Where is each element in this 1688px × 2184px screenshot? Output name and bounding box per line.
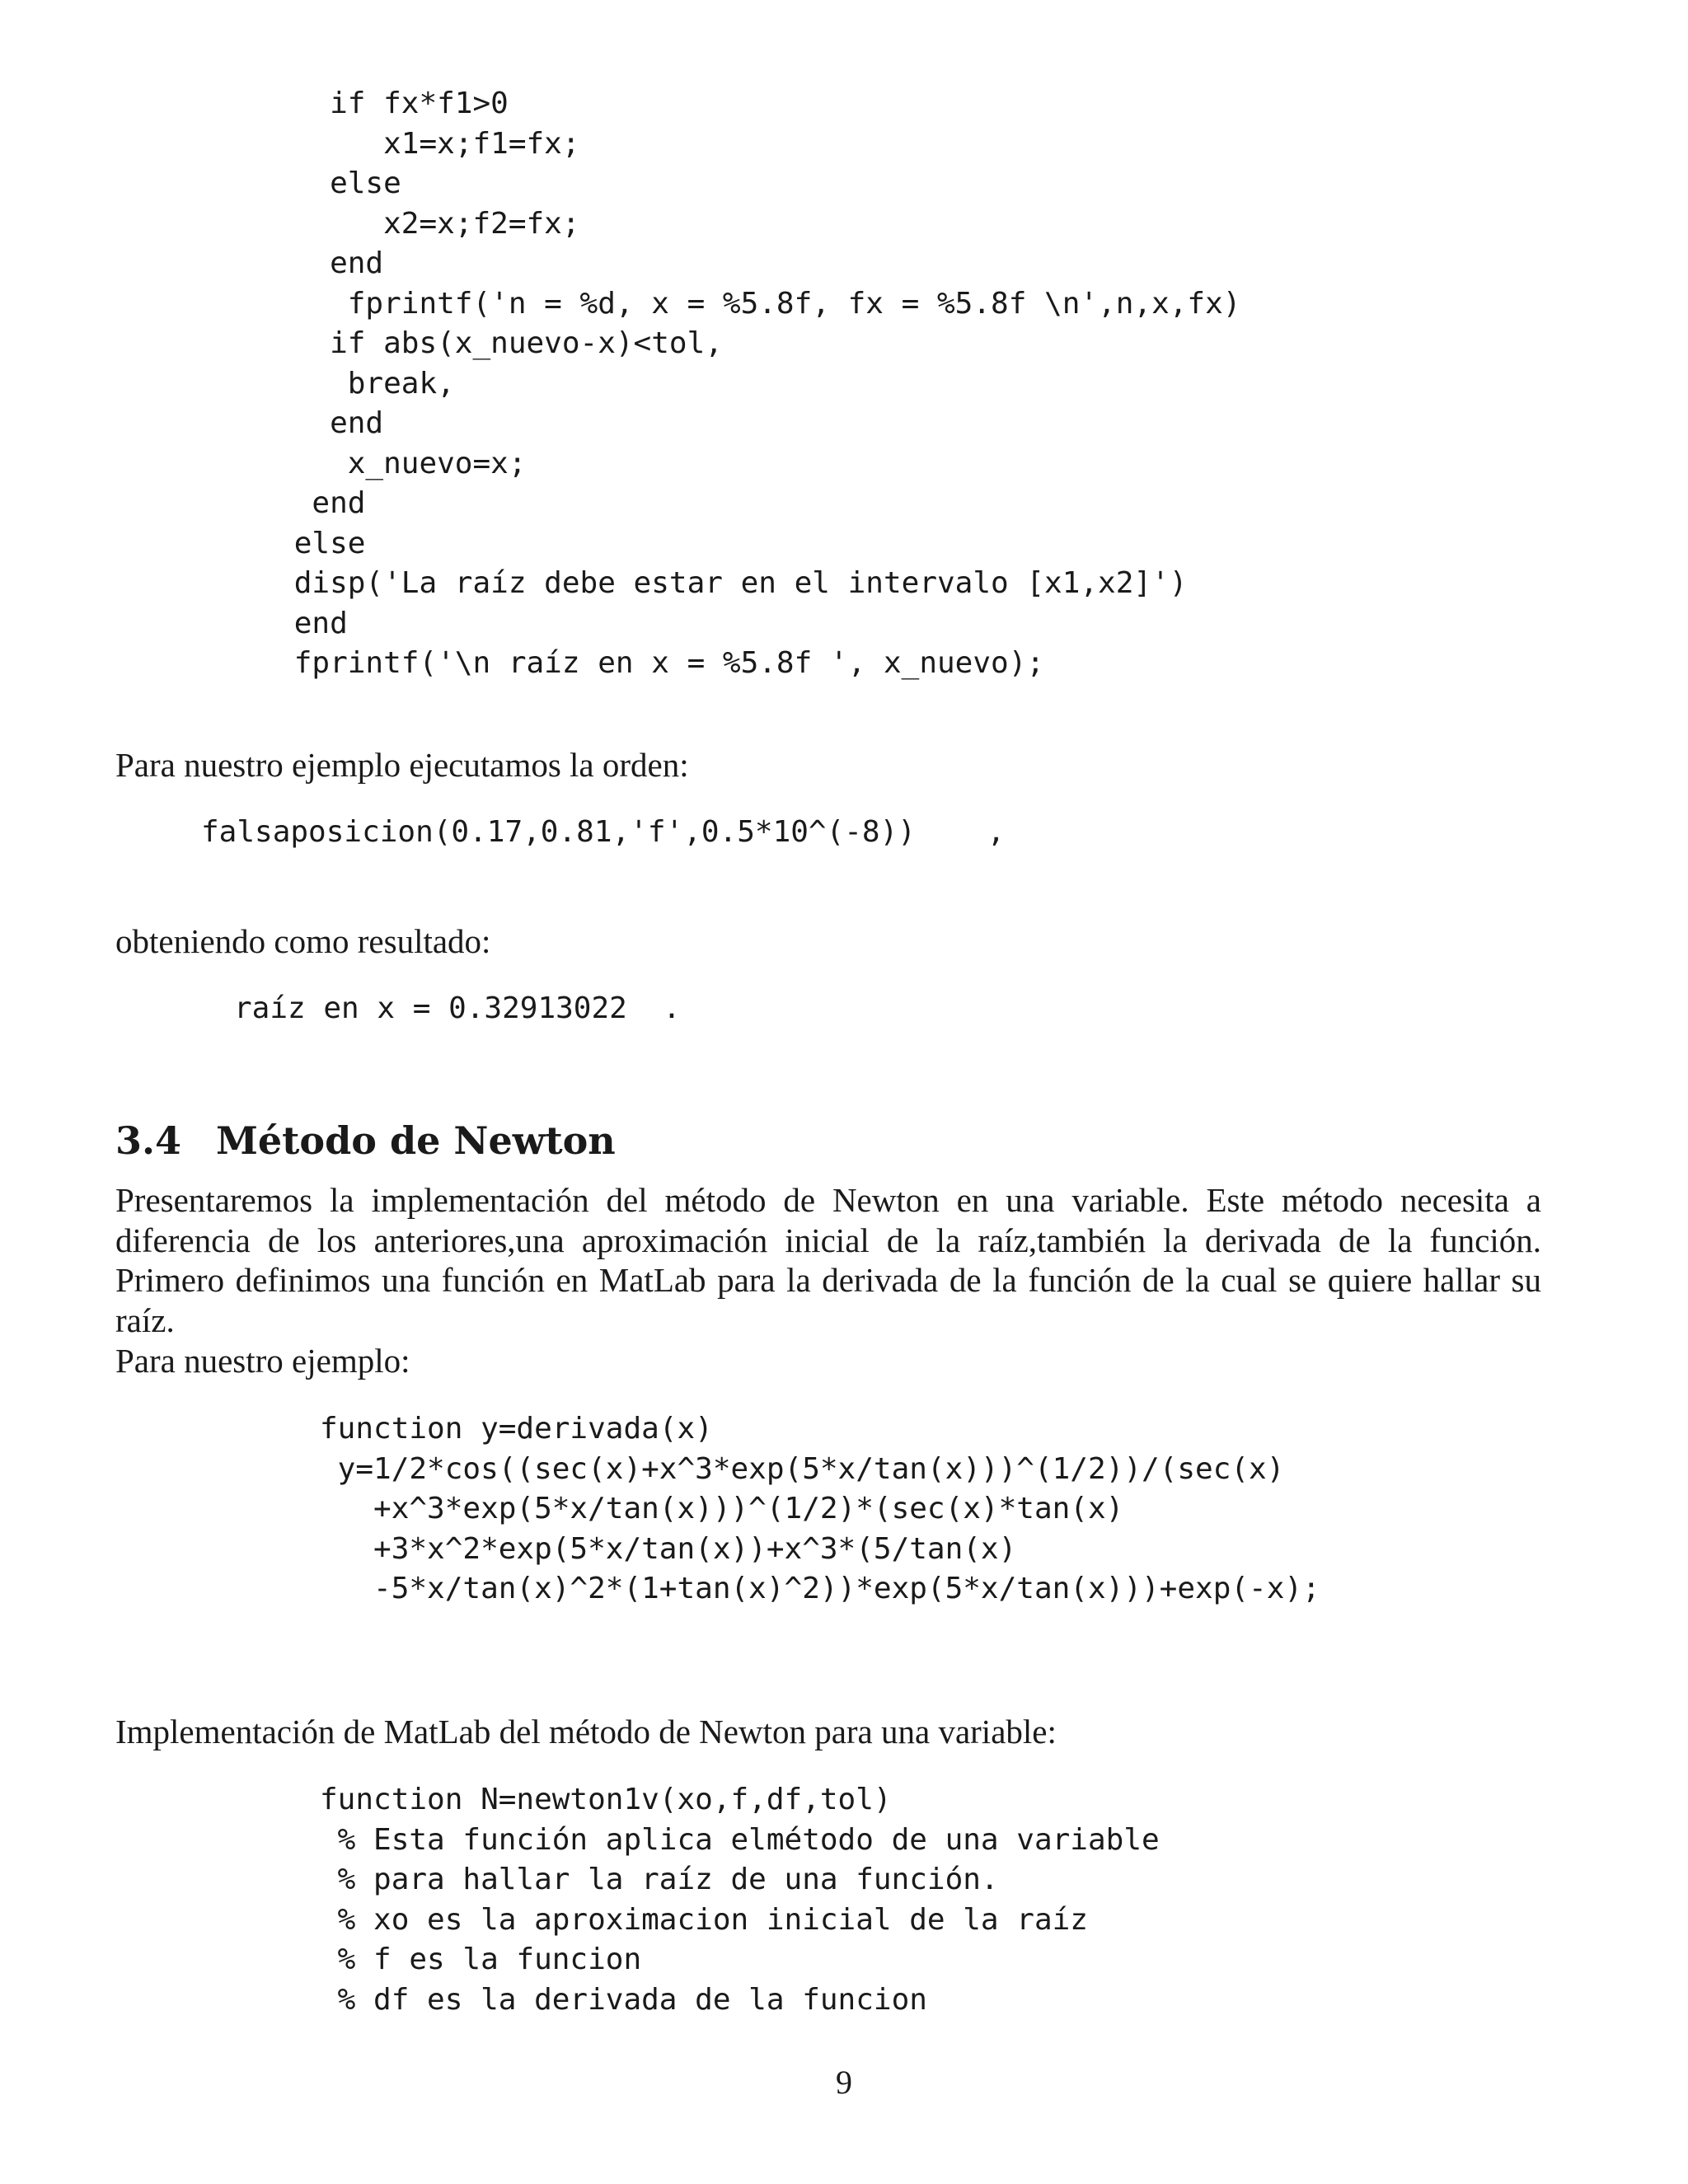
code-line: % df es la derivada de la funcion <box>320 1982 927 2017</box>
code-line: % Esta función aplica elmétodo de una variable <box>320 1822 1160 1857</box>
code-line: % f es la funcion <box>320 1943 642 1976</box>
code-line: -5*x/tan(x)^2*(1+tan(x)^2))*exp(5*x/tan(x)))+exp(-x); <box>320 1572 1320 1605</box>
code-line: +3*x^2*exp(5*x/tan(x))+x^3*(5/tan(x) <box>320 1531 1017 1566</box>
paragraph-result-intro: obteniendo como resultado: <box>115 922 491 960</box>
code-line: disp('La raíz debe estar en el intervalo [x1,x2]') <box>115 566 1188 600</box>
code-line: end <box>115 486 366 520</box>
paragraph-implementation-intro: Implementación de MatLab del método de Newton para una variable: <box>115 1713 1057 1750</box>
section-number: 3.4 <box>115 1118 182 1163</box>
code-command-line: falsaposicion(0.17,0.81,'f',0.5*10^(-8)) , <box>201 815 1006 849</box>
code-line: fprintf('\n raíz en x = %5.8f ', x_nuevo); <box>115 646 1045 680</box>
code-line: end <box>115 406 384 440</box>
code-result-line: raíz en x = 0.32913022 . <box>234 991 681 1025</box>
code-line: y=1/2*cos((sec(x)+x^3*exp(5*x/tan(x)))^(1/2))/(sec(x) <box>320 1451 1285 1486</box>
code-line: end <box>115 606 348 640</box>
section-heading <box>115 1118 616 1164</box>
paragraph-example-intro: Para nuestro ejemplo: <box>115 1342 410 1380</box>
section-title: Método de Newton <box>216 1118 616 1163</box>
code-line: else <box>115 166 401 200</box>
paragraph-command-intro: Para nuestro ejemplo ejecutamos la orden: <box>115 746 689 784</box>
code-line: fprintf('n = %d, x = %5.8f, fx = %5.8f \n',n,x,fx) <box>115 286 1241 321</box>
code-line: +x^3*exp(5*x/tan(x)))^(1/2)*(sec(x)*tan(x) <box>320 1492 1124 1526</box>
code-line: function N=newton1v(xo,f,df,tol) <box>320 1783 892 1816</box>
code-line: else <box>115 526 366 560</box>
code-line: % xo es la aproximacion inicial de la raíz <box>320 1902 1088 1937</box>
code-line: break, <box>115 366 455 401</box>
paragraph-newton-intro: Presentaremos la implementación del método de Newton en una variable. Este método necesita a diferencia de los anteriores,una aproximación inicial de la raíz,también la derivada de la función. Primero definimos una función en MatLab para la derivada de la función de la cual se quiere hallar su raíz. <box>115 1181 1541 1339</box>
code-block-derivative <box>320 1409 1320 1610</box>
page-number: 9 <box>836 2064 852 2101</box>
code-block-newton <box>320 1780 1160 2020</box>
code-line: x_nuevo=x; <box>115 446 527 480</box>
code-line: function y=derivada(x) <box>320 1412 713 1446</box>
code-line: if abs(x_nuevo-x)<tol, <box>115 326 723 360</box>
code-line: x1=x;f1=fx; <box>115 126 580 161</box>
code-block-false-position-end <box>115 84 1240 684</box>
code-line: x2=x;f2=fx; <box>115 206 580 241</box>
code-line: if fx*f1>0 <box>115 87 509 120</box>
code-line: end <box>115 246 384 280</box>
code-line: % para hallar la raíz de una función. <box>320 1863 999 1896</box>
